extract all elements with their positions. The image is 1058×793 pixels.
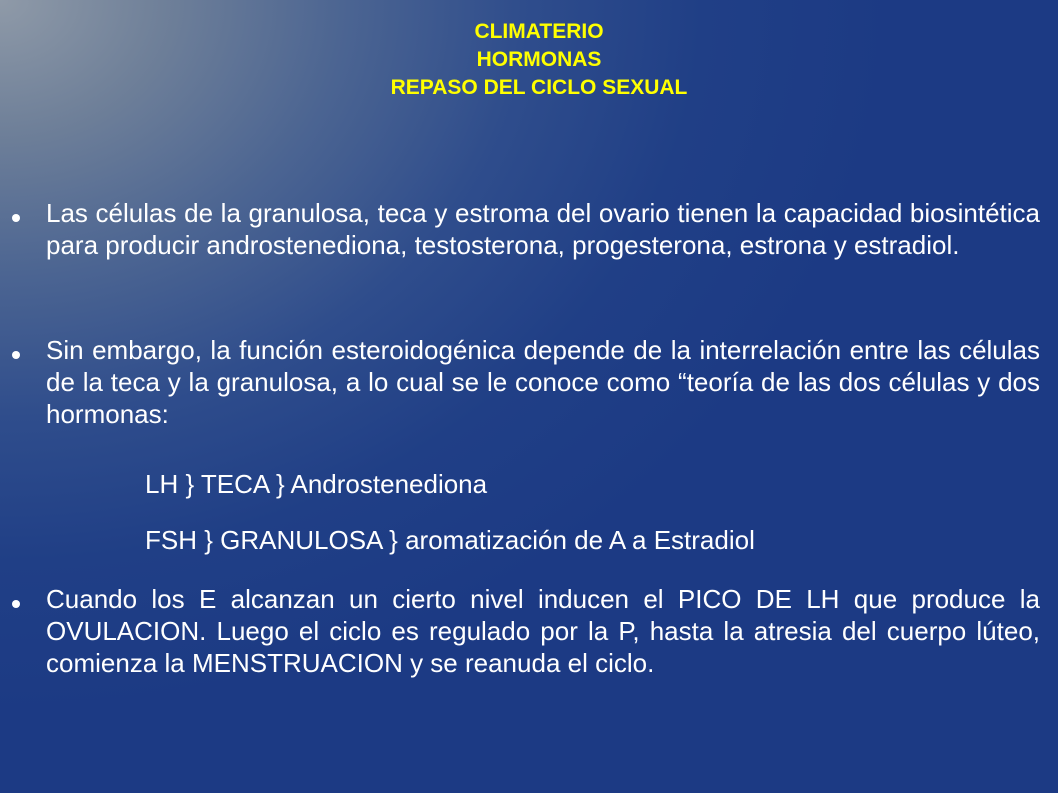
title-line-climaterio: CLIMATERIO (474, 20, 604, 43)
title-line-repaso: REPASO DEL CICLO SEXUAL (390, 76, 688, 99)
bullet-text-3: Cuando los E alcanzan un cierto nivel inducen el PICO DE LH que produce la OVULACION. Luego el ciclo es regulado por la P, hasta la atresia del cuerpo lúteo, comienza la MENSTRUACION y se reanuda el ciclo. (46, 584, 1040, 678)
bullet-dot-3 (12, 600, 20, 608)
bullet-dot-1 (12, 214, 20, 222)
bullet-text-1: Las células de la granulosa, teca y estroma del ovario tienen la capacidad biosintética para producir androstenediona, testosterona, progesterona, estrona y estradiol. (46, 198, 1040, 260)
title-line-hormonas: HORMONAS (476, 48, 602, 71)
indented-line-fsh: FSH } GRANULOSA } aromatización de A a Estradiol (145, 525, 755, 555)
indented-line-lh: LH } TECA } Androstenediona (145, 469, 488, 499)
slide-title (0, 18, 1058, 102)
bullet-text-2: Sin embargo, la función esteroidogénica depende de la interrelación entre las células de la teca y la granulosa, a lo cual se le conoce como “teoría de las dos células y dos hormonas: (46, 335, 1040, 429)
bullet-dot-2 (12, 351, 20, 359)
